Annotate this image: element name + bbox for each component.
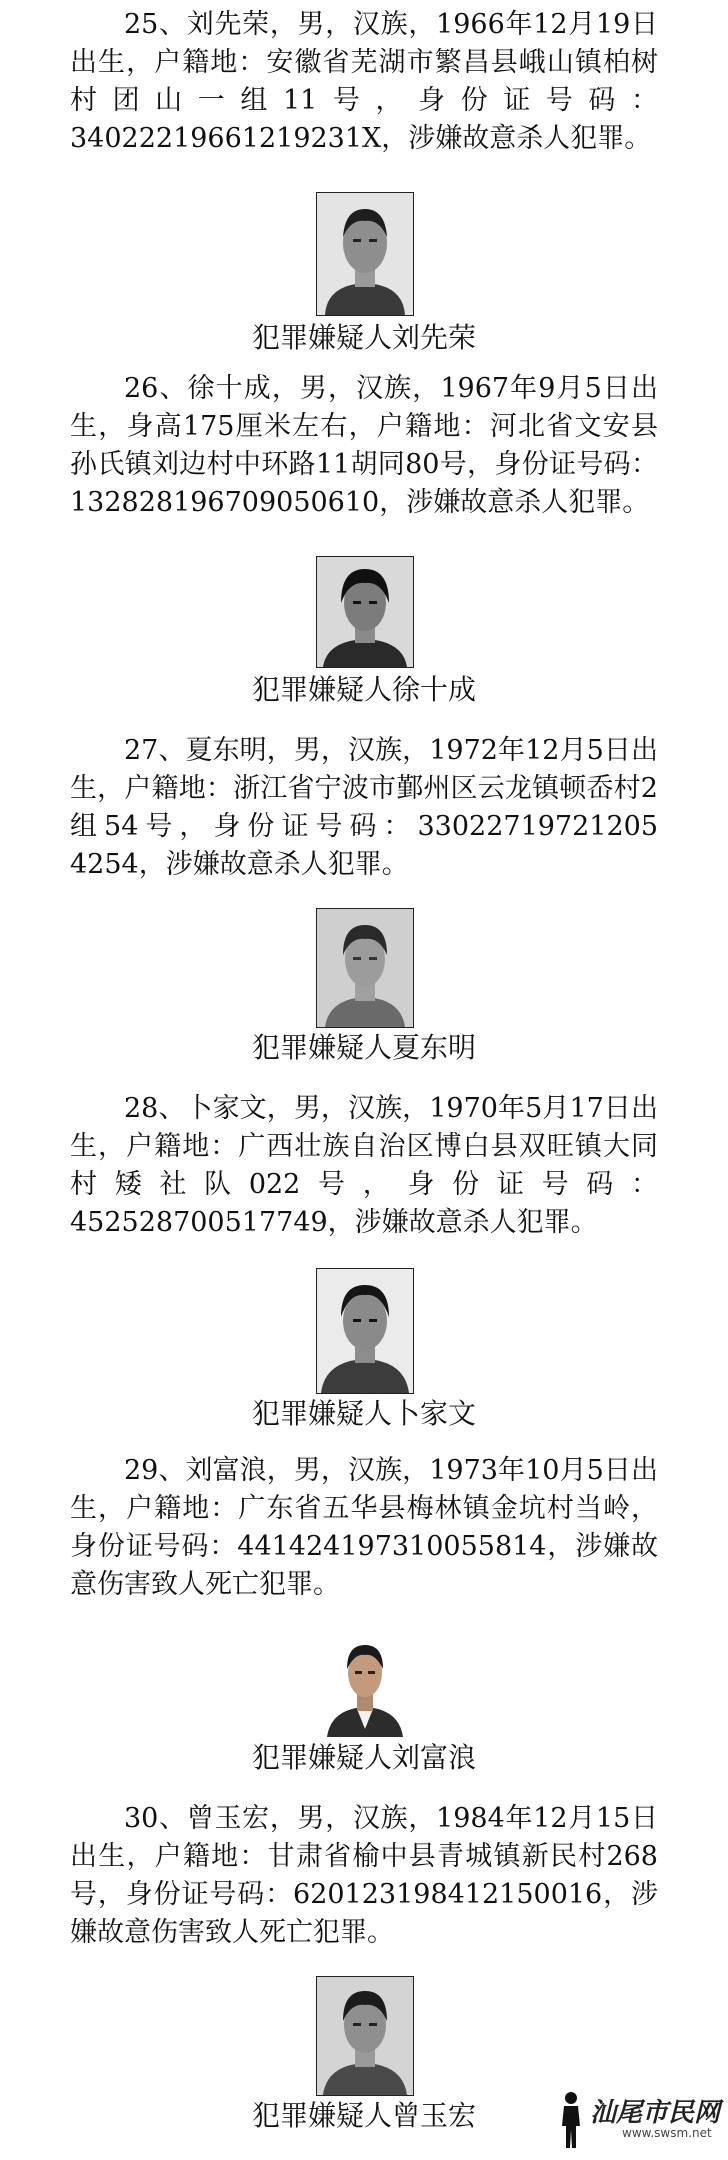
suspect-photo <box>316 1268 414 1394</box>
entry-30 <box>0 1800 728 1952</box>
watermark-name: 汕尾市民网 <box>590 2098 721 2128</box>
photo-caption: 犯罪嫌疑人曾玉宏 <box>251 2099 476 2132</box>
photo-caption: 犯罪嫌疑人卜家文 <box>251 1397 476 1430</box>
photo-caption: 犯罪嫌疑人刘先荣 <box>251 321 476 354</box>
entry-29 <box>0 1452 728 1604</box>
entry-text: 25、刘先荣，男，汉族，1966年12月19日出生，户籍地：安徽省芜湖市繁昌县峨山镇柏树村团山一组11号，身份证号码：340222196612192​31X，涉嫌故意杀人犯罪。 <box>70 9 658 154</box>
suspect-photo <box>316 908 414 1028</box>
entry-28 <box>0 1090 728 1242</box>
site-watermark <box>550 2090 720 2150</box>
photo-caption: 犯罪嫌疑人徐十成 <box>251 673 476 706</box>
entry-text: 29、刘富浪，男，汉族，1973年10月5日出生，户籍地：广东省五华县梅林镇金坑村当岭，身份证号码：44142419731005​5814，涉嫌故意伤害致人死亡犯罪。 <box>70 1455 658 1600</box>
suspect-photo <box>316 192 414 316</box>
entry-text: 28、卜家文，男，汉族，1970年5月17日出生，户籍地：广西壮族自治区博白县双旺镇大同村矮社队022号，身份证号码：452528700517749，涉嫌故意杀人犯罪。 <box>70 1093 658 1238</box>
entry-text: 26、徐十成，男，汉族，1967年9月5日出生，身高175厘米左右，户籍地：河北省文安县孙氏镇刘边村中环路11胡同80号，身份证号码：13282819670905​0610，涉嫌故意杀人犯罪。 <box>70 373 658 518</box>
entry-text: 30、曾玉宏，男，汉族，1984年12月15日出生，户籍地：甘肃省榆中县青城镇新民村268号，身份证号码：62012319841215​0016，涉嫌故意伤害致人死亡犯罪。 <box>70 1803 658 1948</box>
photo-caption: 犯罪嫌疑人刘富浪 <box>251 1741 476 1774</box>
entry-25 <box>0 6 728 158</box>
suspect-photo <box>316 1976 414 2096</box>
walking-figure-icon <box>554 2090 588 2150</box>
watermark-url: www.swsm.net <box>622 2126 712 2140</box>
suspect-photo <box>316 556 414 668</box>
entry-26 <box>0 370 728 522</box>
suspect-photo <box>316 1628 414 1738</box>
entry-27 <box>0 732 728 884</box>
entry-text: 27、夏东明，男，汉族，1972年12月5日出生，户籍地：浙江省宁波市鄞州区云龙镇顿岙村2组54号，身份证号码：33022719721205​4254，涉嫌故意杀人犯罪。 <box>70 735 658 880</box>
photo-caption: 犯罪嫌疑人夏东明 <box>251 1031 476 1064</box>
